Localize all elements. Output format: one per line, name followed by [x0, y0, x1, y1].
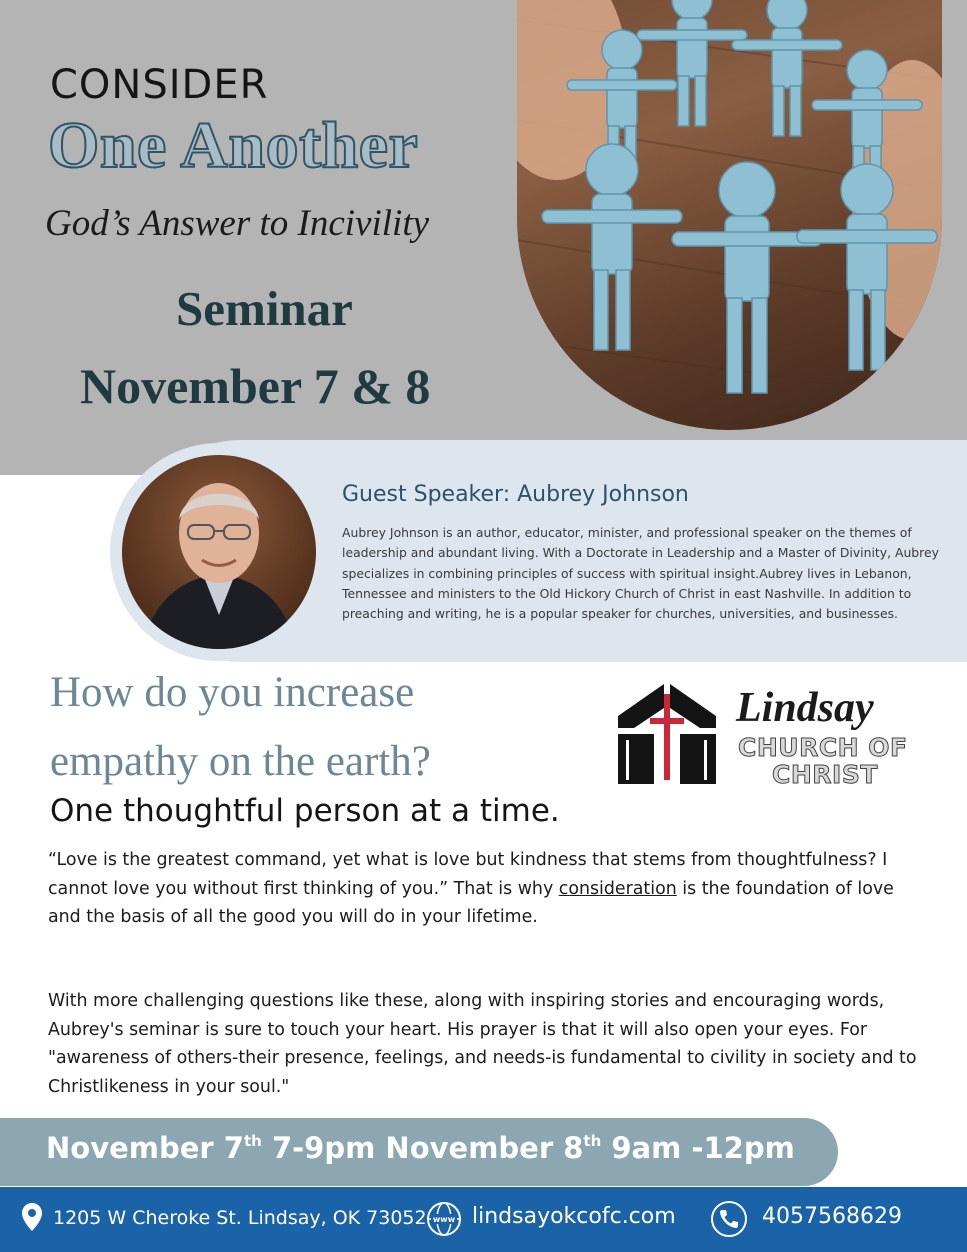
footer-address: 1205 W Cheroke St. Lindsay, OK 73052 — [53, 1207, 427, 1229]
speaker-avatar — [122, 455, 316, 649]
day2-time: 9am -12pm — [601, 1131, 795, 1165]
quote-text-start: “Love is the greatest command, yet what is love but kindness that stems from thoughtfulness? I cannot love you without first thinking of you.” That is why — [48, 850, 888, 899]
seminar-label: Seminar — [176, 281, 353, 336]
logo-christ-text: CHRIST — [772, 760, 878, 789]
quote-paragraph — [48, 846, 928, 932]
consideration-link: consideration — [558, 878, 677, 899]
speaker-bio: Aubrey Johnson is an author, educator, minister, and professional speaker on the themes of leadership and abundant living. With a Doctorate in Leadership and a Master of Divinity, Aubrey specializes in combining principles of success with spiritual insight.Aubrey lives in Lebanon, Tennessee and ministers to the Old Hickory Church of Christ in east Nashville. In addition to preaching and writing, he is a popular speaker for churches, universities, and businesses. — [342, 525, 939, 622]
location-pin-icon — [20, 1201, 44, 1235]
globe-www-icon[interactable] — [425, 1200, 463, 1238]
page-title: One Another — [48, 109, 419, 182]
description-paragraph: With more challenging questions like these, along with inspiring stories and encouraging words, Aubrey's seminar is sure to touch your heart. His prayer is that it will also open your eyes. For "awareness of others-their presence, feelings, and needs-is fundamental to civility in society and to Christlikeness in your soul." — [48, 991, 917, 1097]
quote-text-end: is the foundation of love and the basis of all the good you will do in your lifetime. — [48, 878, 894, 928]
schedule-text — [46, 1131, 795, 1165]
logo-church-of-text: CHURCH OF — [738, 733, 908, 762]
question-line-1: How do you increase — [50, 669, 415, 716]
header-consider: CONSIDER — [50, 62, 269, 108]
question-answer: One thoughtful person at a time. — [50, 793, 560, 829]
phone-icon[interactable] — [709, 1199, 749, 1239]
question-line-2: empathy on the earth? — [50, 738, 431, 785]
day1-time: 7-9pm — [261, 1131, 386, 1165]
footer-phone[interactable]: 4057568629 — [762, 1204, 902, 1229]
paper-people-circle-photo — [517, 0, 942, 430]
day2-date: November 8 — [385, 1131, 584, 1165]
day1-date: November 7 — [46, 1131, 244, 1165]
speaker-heading: Guest Speaker: Aubrey Johnson — [342, 482, 689, 507]
day1-suffix: th — [244, 1132, 262, 1150]
seminar-dates: November 7 & 8 — [80, 358, 431, 414]
page-subtitle: God’s Answer to Incivility — [45, 203, 430, 244]
footer-website[interactable]: lindsayokcofc.com — [472, 1204, 676, 1229]
day2-suffix: th — [583, 1132, 602, 1150]
svg-text:www: www — [432, 1215, 456, 1224]
logo-lindsay-text: Lindsay — [736, 685, 874, 731]
